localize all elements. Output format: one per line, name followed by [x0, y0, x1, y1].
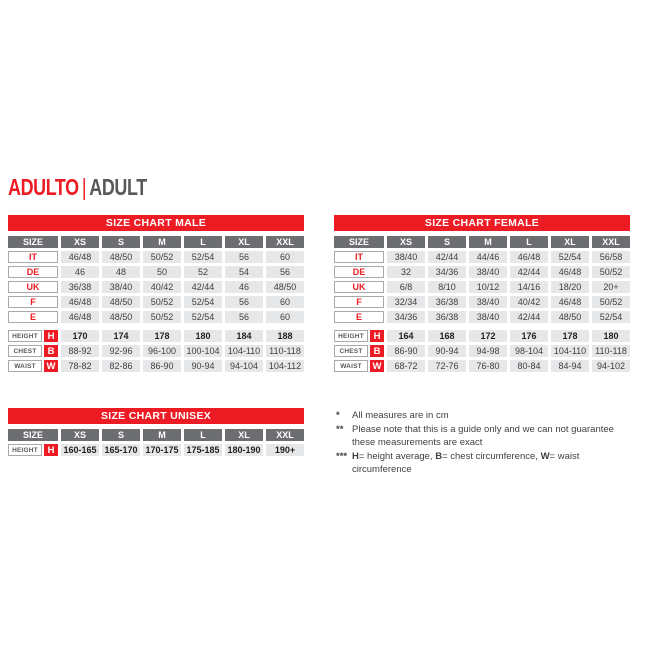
- footnotes: [336, 409, 638, 477]
- data-cell: 94-98: [469, 345, 507, 357]
- data-cell: 50/52: [143, 311, 181, 323]
- column-header: XS: [61, 236, 99, 248]
- data-cell: 40/42: [143, 281, 181, 293]
- data-cell: 54: [225, 266, 263, 278]
- data-cell: 34/36: [428, 266, 466, 278]
- size-grid: [334, 236, 630, 323]
- measure-label: HEIGHT: [8, 330, 42, 342]
- data-cell: 50/52: [143, 251, 181, 263]
- measure-code-badge: H: [44, 330, 58, 342]
- column-header: S: [428, 236, 466, 248]
- row-label: UK: [334, 281, 384, 293]
- table-title-bar: SIZE CHART FEMALE: [334, 215, 630, 231]
- row-label: F: [334, 296, 384, 308]
- size-chart-unisex-table: [8, 408, 304, 456]
- data-cell: 178: [551, 330, 589, 342]
- measure-code-badge: W: [44, 360, 58, 372]
- size-chart-male-table: [8, 215, 304, 372]
- title-separator: |: [81, 174, 87, 200]
- measure-code-badge: H: [370, 330, 384, 342]
- footnote-marker: ***: [336, 451, 348, 462]
- column-header: XL: [225, 429, 263, 441]
- column-header: XL: [551, 236, 589, 248]
- column-header: XXL: [266, 429, 304, 441]
- footnote-row: [336, 450, 638, 476]
- column-header: XXL: [266, 236, 304, 248]
- data-cell: 88-92: [61, 345, 99, 357]
- column-header: M: [143, 429, 181, 441]
- measure-label: CHEST: [8, 345, 42, 357]
- column-header: XXL: [592, 236, 630, 248]
- measure-row-label: [8, 345, 58, 357]
- column-header: L: [184, 429, 222, 441]
- size-grid: [8, 236, 304, 323]
- table-title-bar: SIZE CHART MALE: [8, 215, 304, 231]
- column-header: XS: [387, 236, 425, 248]
- data-cell: 52/54: [184, 296, 222, 308]
- measure-label: CHEST: [334, 345, 368, 357]
- data-cell: 46: [225, 281, 263, 293]
- data-cell: 56: [225, 296, 263, 308]
- data-cell: 170: [61, 330, 99, 342]
- data-cell: 188: [266, 330, 304, 342]
- column-header: XL: [225, 236, 263, 248]
- data-cell: 76-80: [469, 360, 507, 372]
- data-cell: 46/48: [61, 311, 99, 323]
- data-cell: 104-110: [551, 345, 589, 357]
- data-cell: 56: [225, 251, 263, 263]
- measure-code-badge: H: [44, 444, 58, 456]
- data-cell: 42/44: [510, 311, 548, 323]
- data-cell: 8/10: [428, 281, 466, 293]
- data-cell: 42/44: [184, 281, 222, 293]
- data-cell: 46/48: [551, 266, 589, 278]
- column-header: S: [102, 236, 140, 248]
- data-cell: 175-185: [184, 444, 222, 456]
- title-text-italian: ADULTO: [8, 174, 79, 200]
- data-cell: 38/40: [387, 251, 425, 263]
- row-label: F: [8, 296, 58, 308]
- data-cell: 48/50: [102, 311, 140, 323]
- data-cell: 168: [428, 330, 466, 342]
- data-cell: 190+: [266, 444, 304, 456]
- data-cell: 78-82: [61, 360, 99, 372]
- data-cell: 170-175: [143, 444, 181, 456]
- footnote-marker: *: [336, 410, 340, 421]
- footnote-row: [336, 423, 638, 449]
- data-cell: 92-96: [102, 345, 140, 357]
- data-cell: 104-112: [266, 360, 304, 372]
- data-cell: 52/54: [184, 311, 222, 323]
- data-cell: 32: [387, 266, 425, 278]
- data-cell: 98-104: [510, 345, 548, 357]
- data-cell: 72-76: [428, 360, 466, 372]
- data-cell: 180: [592, 330, 630, 342]
- data-cell: 160-165: [61, 444, 99, 456]
- data-cell: 94-102: [592, 360, 630, 372]
- data-cell: 56: [225, 311, 263, 323]
- data-cell: 46/48: [61, 251, 99, 263]
- measure-grid: [334, 330, 630, 372]
- table-title-bar: SIZE CHART UNISEX: [8, 408, 304, 424]
- data-cell: 52/54: [184, 251, 222, 263]
- data-cell: 32/34: [387, 296, 425, 308]
- row-label: E: [8, 311, 58, 323]
- measure-row-label: [334, 330, 384, 342]
- measure-row-label: [8, 444, 58, 456]
- measure-label: HEIGHT: [8, 444, 42, 456]
- data-cell: 46/48: [61, 296, 99, 308]
- data-cell: 38/40: [469, 296, 507, 308]
- data-cell: 48/50: [102, 251, 140, 263]
- data-cell: 38/40: [102, 281, 140, 293]
- data-cell: 50: [143, 266, 181, 278]
- data-cell: 46: [61, 266, 99, 278]
- data-cell: 46/48: [551, 296, 589, 308]
- data-cell: 10/12: [469, 281, 507, 293]
- measure-label: WAIST: [334, 360, 368, 372]
- measure-row-label: [334, 345, 384, 357]
- measure-code-badge: B: [370, 345, 384, 357]
- row-label: UK: [8, 281, 58, 293]
- size-grid: [8, 429, 304, 441]
- data-cell: 18/20: [551, 281, 589, 293]
- data-cell: 176: [510, 330, 548, 342]
- data-cell: 40/42: [510, 296, 548, 308]
- data-cell: 50/52: [143, 296, 181, 308]
- page-title: [8, 174, 147, 201]
- data-cell: 184: [225, 330, 263, 342]
- data-cell: 96-100: [143, 345, 181, 357]
- data-cell: 36/38: [428, 296, 466, 308]
- data-cell: 52/54: [592, 311, 630, 323]
- footnote-text: H= height average, B= chest circumference, W= waist circumference: [352, 451, 580, 475]
- measure-code-badge: W: [370, 360, 384, 372]
- data-cell: 110-118: [592, 345, 630, 357]
- data-cell: 36/38: [61, 281, 99, 293]
- data-cell: 6/8: [387, 281, 425, 293]
- measure-row-label: [8, 330, 58, 342]
- data-cell: 86-90: [387, 345, 425, 357]
- footnote-marker: **: [336, 424, 344, 435]
- data-cell: 178: [143, 330, 181, 342]
- column-header-size: SIZE: [8, 236, 58, 248]
- data-cell: 46/48: [510, 251, 548, 263]
- data-cell: 38/40: [469, 311, 507, 323]
- data-cell: 42/44: [510, 266, 548, 278]
- column-header: M: [143, 236, 181, 248]
- data-cell: 50/52: [592, 296, 630, 308]
- row-label: DE: [334, 266, 384, 278]
- measure-row-label: [334, 360, 384, 372]
- column-header: L: [184, 236, 222, 248]
- data-cell: 80-84: [510, 360, 548, 372]
- data-cell: 60: [266, 296, 304, 308]
- column-header-size: SIZE: [334, 236, 384, 248]
- column-header: L: [510, 236, 548, 248]
- measure-grid: [8, 444, 304, 456]
- column-header-size: SIZE: [8, 429, 58, 441]
- column-header: XS: [61, 429, 99, 441]
- data-cell: 110-118: [266, 345, 304, 357]
- footnote-text: All measures are in cm: [352, 410, 449, 421]
- data-cell: 90-94: [428, 345, 466, 357]
- data-cell: 36/38: [428, 311, 466, 323]
- data-cell: 60: [266, 251, 304, 263]
- size-chart-female-table: [334, 215, 630, 372]
- data-cell: 48/50: [551, 311, 589, 323]
- data-cell: 34/36: [387, 311, 425, 323]
- data-cell: 50/52: [592, 266, 630, 278]
- data-cell: 94-104: [225, 360, 263, 372]
- data-cell: 104-110: [225, 345, 263, 357]
- column-header: S: [102, 429, 140, 441]
- data-cell: 164: [387, 330, 425, 342]
- row-label: DE: [8, 266, 58, 278]
- data-cell: 180-190: [225, 444, 263, 456]
- data-cell: 52: [184, 266, 222, 278]
- measure-row-label: [8, 360, 58, 372]
- measure-label: HEIGHT: [334, 330, 368, 342]
- data-cell: 20+: [592, 281, 630, 293]
- data-cell: 48/50: [266, 281, 304, 293]
- row-label: E: [334, 311, 384, 323]
- data-cell: 90-94: [184, 360, 222, 372]
- row-label: IT: [334, 251, 384, 263]
- title-text-english: ADULT: [89, 174, 147, 200]
- data-cell: 174: [102, 330, 140, 342]
- data-cell: 60: [266, 311, 304, 323]
- data-cell: 52/54: [551, 251, 589, 263]
- row-label: IT: [8, 251, 58, 263]
- measure-code-badge: B: [44, 345, 58, 357]
- data-cell: 56/58: [592, 251, 630, 263]
- footnote-text: Please note that this is a guide only and we can not guarantee these measurements are exact: [352, 424, 614, 448]
- column-header: M: [469, 236, 507, 248]
- data-cell: 48/50: [102, 296, 140, 308]
- data-cell: 180: [184, 330, 222, 342]
- data-cell: 44/46: [469, 251, 507, 263]
- data-cell: 38/40: [469, 266, 507, 278]
- data-cell: 48: [102, 266, 140, 278]
- footnote-row: [336, 409, 638, 422]
- data-cell: 165-170: [102, 444, 140, 456]
- data-cell: 84-94: [551, 360, 589, 372]
- measure-label: WAIST: [8, 360, 42, 372]
- measure-grid: [8, 330, 304, 372]
- data-cell: 100-104: [184, 345, 222, 357]
- data-cell: 68-72: [387, 360, 425, 372]
- data-cell: 172: [469, 330, 507, 342]
- data-cell: 56: [266, 266, 304, 278]
- data-cell: 42/44: [428, 251, 466, 263]
- data-cell: 86-90: [143, 360, 181, 372]
- data-cell: 14/16: [510, 281, 548, 293]
- data-cell: 82-86: [102, 360, 140, 372]
